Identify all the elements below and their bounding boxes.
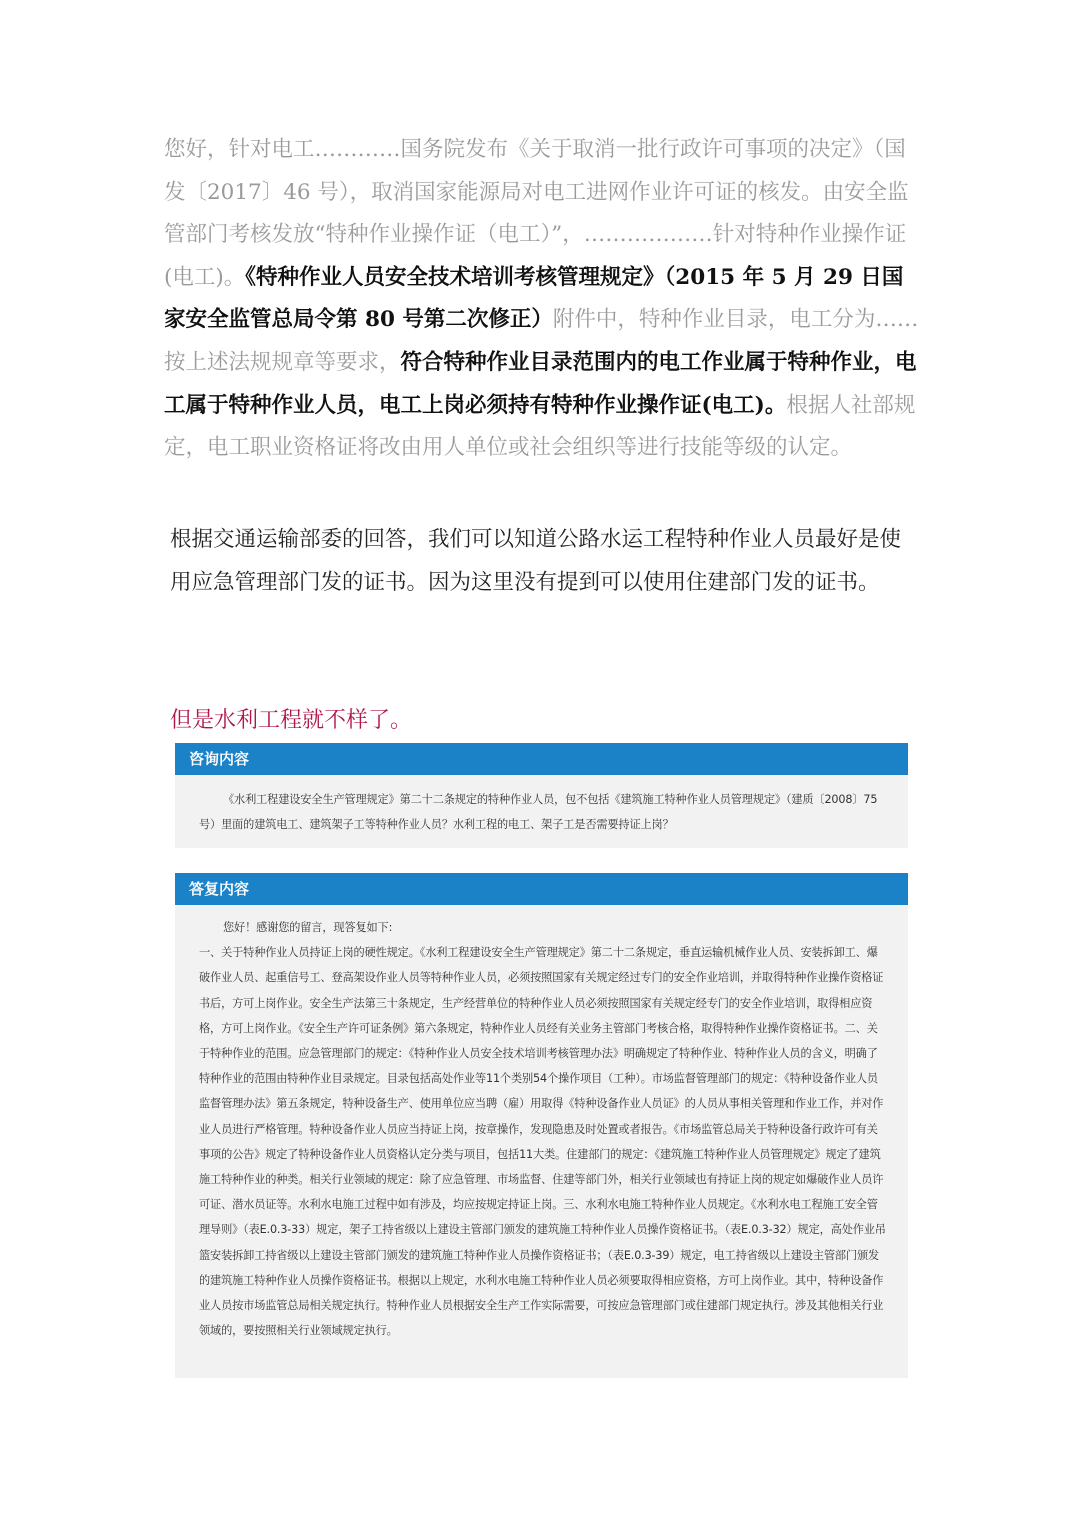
consult-panel bbox=[175, 743, 908, 848]
reply-body bbox=[175, 905, 908, 1353]
intro-bold-1: 《特种作业人员安全技术培训考核管理规定》（2015 年 5 月 29 日国家安全监管总局令第 80 号第二次修正） bbox=[164, 264, 904, 333]
intro-bold-2: 符合特种作业目录范围内的电工作业属于特种作业，电工属于特种作业人员，电工上岗必须持有特种作业操作证(电工)。 bbox=[164, 349, 917, 418]
reply-text: 一、关于特种作业人员持证上岗的硬性规定。《水利工程建设安全生产管理规定》第二十二条规定，垂直运输机械作业人员、安装拆卸工、爆破作业人员、起重信号工、登高架设作业人员等特种作业人员，必须按照国家有关规定经过专门的安全作业培训，并取得特种作业操作资格证书后，方可上岗作业。安全生产法第三十条规定，生产经营单位的特种作业人员必须按照国家有关规定经专门的安全作业培训，取得相应资格，方可上岗作业。《安全生产许可证条例》第六条规定，特种作业人员经有关业务主管部门考核合格，取得特种作业操作资格证书。二、关于特种作业的范围。应急管理部门的规定：《特种作业人员安全技术培训考核管理办法》明确规定了特种作业、特种作业人员的含义，明确了特种作业的范围由特种作业目录规定。目录包括高处作业等11个类别54个操作项目（工种）。市场监督管理部门的规定：《特种设备作业人员监督管理办法》第五条规定，特种设备生产、使用单位应当聘（雇）用取得《特种设备作业人员证》的人员从事相关管理和作业工作，并对作业人员进行严格管理。特种设备作业人员应当持证上岗，按章操作，发现隐患及时处置或者报告。《市场监管总局关于特种设备行政许可有关事项的公告》规定了特种设备作业人员资格认定分类与项目，包括11大类。住建部门的规定：《建筑施工特种作业人员管理规定》规定了建筑施工特种作业的种类。相关行业领域的规定：除了应急管理、市场监督、住建等部门外，相关行业领域也有持证上岗的规定如爆破作业人员许可证、潜水员证等。水利水电施工过程中如有涉及，均应按规定持证上岗。三、水利水电施工特种作业人员规定。《水利水电工程施工安全管理导则》（表E.0.3-33）规定，架子工持省级以上建设主管部门颁发的建筑施工特种作业人员操作资格证书。（表E.0.3-32）规定，高处作业吊篮安装拆卸工持省级以上建设主管部门颁发的建筑施工特种作业人员操作资格证书；（表E.0.3-39）规定，电工持省级以上建设主管部门颁发的建筑施工特种作业人员操作资格证书。根据以上规定，水利水电施工特种作业人员必须要取得相应资格，方可上岗作业。其中，特种设备作业人员按市场监管总局相关规定执行。特种作业人员根据安全生产工作实际需要，可按应急管理部门或住建部门规定执行。涉及其他相关行业领域的，要按照相关行业领域规定执行。 bbox=[199, 946, 886, 1338]
consult-header: 咨询内容 bbox=[175, 743, 908, 775]
water-conservancy-note: 但是水利工程就不样了。 bbox=[170, 708, 413, 733]
reply-greeting: 您好！感谢您的留言，现答复如下: bbox=[223, 921, 393, 934]
consult-body: 《水利工程建设安全生产管理规定》第二十二条规定的特种作业人员，包不包括《建筑施工特种作业人员管理规定》（建质〔2008〕75号）里面的建筑电工、建筑架子工等特种作业人员？水利工程的电工、架子工是否需要持证上岗？ bbox=[199, 793, 878, 831]
reply-panel bbox=[175, 873, 908, 1378]
intro-text-3: 根据人社部规定，电工职业资格证将改由用人单位或社会组织等进行技能等级的认定。 bbox=[164, 392, 916, 461]
intro-text-1: 您好，针对电工…………国务院发布《关于取消一批行政许可事项的决定》（国发〔2017〕46 号），取消国家能源局对电工进网作业许可证的核发。由安全监管部门考核发放“特种作业操作证（电工）”，………………针对特种作业操作证(电工)。 bbox=[164, 137, 909, 290]
transport-paragraph: 根据交通运输部委的回答，我们可以知道公路水运工程特种作业人员最好是使用应急管理部门发的证书。因为这里没有提到可以使用住建部门发的证书。 bbox=[170, 527, 902, 595]
intro-text-2: 附件中，特种作业目录，电工分为……按上述法规规章等要求， bbox=[164, 307, 919, 375]
intro-paragraph bbox=[164, 129, 924, 470]
reply-header: 答复内容 bbox=[175, 873, 908, 905]
